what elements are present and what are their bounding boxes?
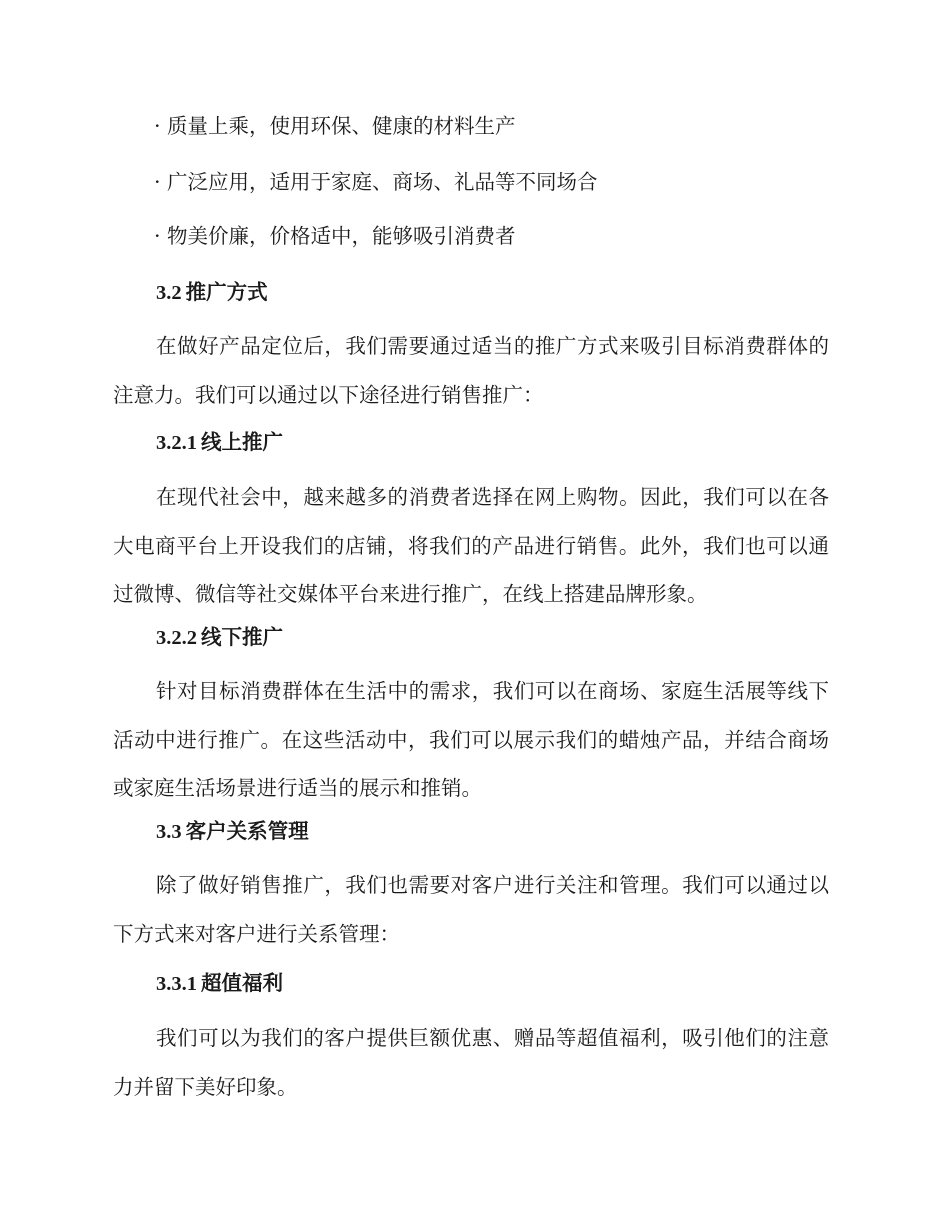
heading-number: 3.3 xyxy=(156,821,182,843)
paragraph-offline-promotion: 针对目标消费群体在生活中的需求，我们可以在商场、家庭生活展等线下活动中进行推广。在这些活动中，我们可以展示我们的蜡烛产品，并结合商场或家庭生活场景进行适当的展示和推销。 xyxy=(113,679,829,800)
heading-3-2 xyxy=(156,276,268,309)
heading-title: 推广方式 xyxy=(185,280,268,304)
heading-title: 线上推广 xyxy=(201,430,283,454)
bullet-price: · 物美价廉，价格适中，能够吸引消费者 xyxy=(154,224,516,248)
heading-title: 超值福利 xyxy=(201,971,283,995)
heading-number: 3.2 xyxy=(156,282,182,304)
paragraph-crm-intro: 除了做好销售推广，我们也需要对客户进行关注和管理。我们可以通过以下方式来对客户进行关系管理： xyxy=(113,873,829,946)
heading-3-2-2 xyxy=(156,621,283,654)
heading-number: 3.2.2 xyxy=(156,627,197,649)
paragraph-online-promotion: 在现代社会中，越来越多的消费者选择在网上购物。因此，我们可以在各大电商平台上开设我们的店铺，将我们的产品进行销售。此外，我们也可以通过微博、微信等社交媒体平台来进行推广，在线上搭建品牌形象。 xyxy=(113,485,829,606)
heading-3-3-1 xyxy=(156,967,283,1000)
heading-title: 客户关系管理 xyxy=(185,819,309,843)
paragraph-promotion-intro: 在做好产品定位后，我们需要通过适当的推广方式来吸引目标消费群体的注意力。我们可以通过以下途径进行销售推广： xyxy=(113,334,829,407)
heading-number: 3.3.1 xyxy=(156,973,197,995)
bullet-quality: · 质量上乘，使用环保、健康的材料生产 xyxy=(154,114,516,138)
heading-3-2-1 xyxy=(156,426,283,459)
heading-3-3 xyxy=(156,815,309,848)
bullet-application: · 广泛应用，适用于家庭、商场、礼品等不同场合 xyxy=(154,170,598,194)
heading-title: 线下推广 xyxy=(201,625,283,649)
paragraph-benefits: 我们可以为我们的客户提供巨额优惠、赠品等超值福利，吸引他们的注意力并留下美好印象。 xyxy=(113,1026,829,1099)
heading-number: 3.2.1 xyxy=(156,432,197,454)
